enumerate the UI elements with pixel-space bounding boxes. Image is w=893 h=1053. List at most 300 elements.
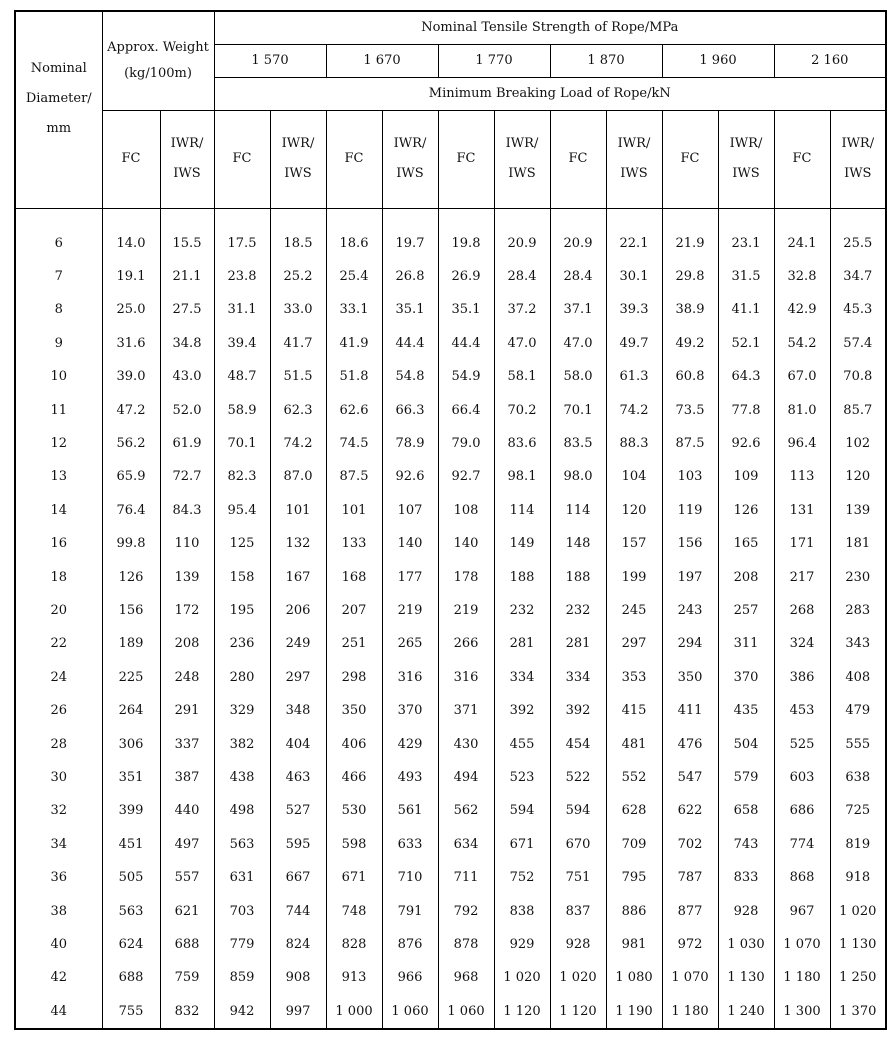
- iwr-iws-header: [494, 110, 550, 208]
- value-cell: 219: [382, 594, 438, 627]
- value-cell: 139: [830, 494, 886, 527]
- value-cell: 156: [102, 594, 160, 627]
- diameter-cell: 6: [15, 208, 102, 260]
- iwr-iws-header: [382, 110, 438, 208]
- iwr-label: IWR/: [841, 136, 875, 151]
- value-cell: 28.4: [494, 260, 550, 293]
- value-cell: 67.0: [774, 360, 830, 393]
- diameter-cell: 11: [15, 393, 102, 426]
- value-cell: 306: [102, 727, 160, 760]
- value-cell: 1 180: [662, 994, 718, 1028]
- value-cell: 774: [774, 828, 830, 861]
- value-cell: 281: [550, 627, 606, 660]
- value-cell: 877: [662, 894, 718, 927]
- iws-label: IWS: [173, 166, 201, 181]
- table-row: [15, 427, 886, 460]
- value-cell: 348: [270, 694, 326, 727]
- table-row: [15, 360, 886, 393]
- value-cell: 265: [382, 627, 438, 660]
- value-cell: 1 060: [438, 994, 494, 1028]
- iws-label: IWS: [620, 166, 648, 181]
- iws-label: IWS: [844, 166, 872, 181]
- value-cell: 1 130: [830, 928, 886, 961]
- value-cell: 77.8: [718, 393, 774, 426]
- value-cell: 547: [662, 761, 718, 794]
- nominal-diameter-header: [15, 11, 102, 208]
- value-cell: 316: [382, 661, 438, 694]
- value-cell: 455: [494, 727, 550, 760]
- value-cell: 329: [214, 694, 270, 727]
- value-cell: 453: [774, 694, 830, 727]
- iwr-iws-header: [606, 110, 662, 208]
- value-cell: 868: [774, 861, 830, 894]
- value-cell: 19.1: [102, 260, 160, 293]
- value-cell: 73.5: [662, 393, 718, 426]
- value-cell: 688: [160, 928, 214, 961]
- value-cell: 98.1: [494, 460, 550, 493]
- fc-header: FC: [214, 110, 270, 208]
- value-cell: 47.0: [550, 327, 606, 360]
- value-cell: 31.6: [102, 327, 160, 360]
- value-cell: 20.9: [494, 208, 550, 260]
- diameter-cell: 7: [15, 260, 102, 293]
- value-cell: 70.1: [214, 427, 270, 460]
- value-cell: 33.0: [270, 293, 326, 326]
- value-cell: 17.5: [214, 208, 270, 260]
- value-cell: 688: [102, 961, 160, 994]
- value-cell: 451: [102, 828, 160, 861]
- tensile-strength-header: Nominal Tensile Strength of Rope/MPa: [214, 11, 886, 44]
- value-cell: 37.2: [494, 293, 550, 326]
- value-cell: 525: [774, 727, 830, 760]
- value-cell: 878: [438, 928, 494, 961]
- value-cell: 113: [774, 460, 830, 493]
- table-row: [15, 861, 886, 894]
- value-cell: 83.5: [550, 427, 606, 460]
- strength-1870: 1 870: [550, 44, 662, 77]
- value-cell: 621: [160, 894, 214, 927]
- value-cell: 57.4: [830, 327, 886, 360]
- value-cell: 522: [550, 761, 606, 794]
- value-cell: 219: [438, 594, 494, 627]
- value-cell: 70.8: [830, 360, 886, 393]
- value-cell: 49.7: [606, 327, 662, 360]
- value-cell: 208: [160, 627, 214, 660]
- table-row: [15, 761, 886, 794]
- value-cell: 81.0: [774, 393, 830, 426]
- value-cell: 52.0: [160, 393, 214, 426]
- value-cell: 787: [662, 861, 718, 894]
- value-cell: 64.3: [718, 360, 774, 393]
- value-cell: 530: [326, 794, 382, 827]
- value-cell: 21.9: [662, 208, 718, 260]
- value-cell: 523: [494, 761, 550, 794]
- value-cell: 188: [494, 560, 550, 593]
- value-cell: 370: [382, 694, 438, 727]
- value-cell: 54.2: [774, 327, 830, 360]
- table-row: [15, 694, 886, 727]
- value-cell: 283: [830, 594, 886, 627]
- value-cell: 61.3: [606, 360, 662, 393]
- value-cell: 72.7: [160, 460, 214, 493]
- value-cell: 120: [830, 460, 886, 493]
- value-cell: 25.2: [270, 260, 326, 293]
- diameter-cell: 36: [15, 861, 102, 894]
- value-cell: 61.9: [160, 427, 214, 460]
- value-cell: 119: [662, 494, 718, 527]
- value-cell: 74.2: [270, 427, 326, 460]
- value-cell: 243: [662, 594, 718, 627]
- table-row: [15, 794, 886, 827]
- value-cell: 42.9: [774, 293, 830, 326]
- value-cell: 324: [774, 627, 830, 660]
- value-cell: 1 240: [718, 994, 774, 1028]
- value-cell: 382: [214, 727, 270, 760]
- value-cell: 594: [550, 794, 606, 827]
- value-cell: 1 370: [830, 994, 886, 1028]
- value-cell: 561: [382, 794, 438, 827]
- value-cell: 928: [550, 928, 606, 961]
- value-cell: 268: [774, 594, 830, 627]
- table-row: [15, 460, 886, 493]
- value-cell: 78.9: [382, 427, 438, 460]
- value-cell: 638: [830, 761, 886, 794]
- value-cell: 264: [102, 694, 160, 727]
- value-cell: 30.1: [606, 260, 662, 293]
- value-cell: 43.0: [160, 360, 214, 393]
- value-cell: 837: [550, 894, 606, 927]
- diameter-cell: 44: [15, 994, 102, 1028]
- value-cell: 297: [606, 627, 662, 660]
- value-cell: 157: [606, 527, 662, 560]
- value-cell: 557: [160, 861, 214, 894]
- value-cell: 481: [606, 727, 662, 760]
- value-cell: 552: [606, 761, 662, 794]
- value-cell: 744: [270, 894, 326, 927]
- value-cell: 928: [718, 894, 774, 927]
- value-cell: 628: [606, 794, 662, 827]
- value-cell: 197: [662, 560, 718, 593]
- iwr-iws-header: [270, 110, 326, 208]
- value-cell: 70.1: [550, 393, 606, 426]
- value-cell: 1 020: [494, 961, 550, 994]
- value-cell: 62.6: [326, 393, 382, 426]
- value-cell: 415: [606, 694, 662, 727]
- table-row: [15, 327, 886, 360]
- value-cell: 83.6: [494, 427, 550, 460]
- value-cell: 1 180: [774, 961, 830, 994]
- diameter-cell: 40: [15, 928, 102, 961]
- value-cell: 74.2: [606, 393, 662, 426]
- table-body: [15, 208, 886, 1029]
- value-cell: 33.1: [326, 293, 382, 326]
- value-cell: 466: [326, 761, 382, 794]
- table-header: [15, 11, 886, 208]
- value-cell: 658: [718, 794, 774, 827]
- value-cell: 598: [326, 828, 382, 861]
- value-cell: 702: [662, 828, 718, 861]
- iwr-label: IWR/: [170, 136, 204, 151]
- value-cell: 41.1: [718, 293, 774, 326]
- fc-header: FC: [326, 110, 382, 208]
- value-cell: 62.3: [270, 393, 326, 426]
- value-cell: 18.5: [270, 208, 326, 260]
- value-cell: 972: [662, 928, 718, 961]
- value-cell: 399: [102, 794, 160, 827]
- value-cell: 671: [494, 828, 550, 861]
- value-cell: 297: [270, 661, 326, 694]
- table-row: [15, 293, 886, 326]
- value-cell: 350: [662, 661, 718, 694]
- diameter-cell: 30: [15, 761, 102, 794]
- value-cell: 158: [214, 560, 270, 593]
- diameter-cell: 38: [15, 894, 102, 927]
- value-cell: 22.1: [606, 208, 662, 260]
- table-row: [15, 727, 886, 760]
- value-cell: 779: [214, 928, 270, 961]
- value-cell: 751: [550, 861, 606, 894]
- value-cell: 195: [214, 594, 270, 627]
- value-cell: 48.7: [214, 360, 270, 393]
- value-cell: 65.9: [102, 460, 160, 493]
- value-cell: 199: [606, 560, 662, 593]
- value-cell: 171: [774, 527, 830, 560]
- value-cell: 51.5: [270, 360, 326, 393]
- value-cell: 23.8: [214, 260, 270, 293]
- diameter-cell: 8: [15, 293, 102, 326]
- value-cell: 334: [550, 661, 606, 694]
- value-cell: 25.5: [830, 208, 886, 260]
- value-cell: 918: [830, 861, 886, 894]
- iws-label: IWS: [396, 166, 424, 181]
- table-row: [15, 594, 886, 627]
- value-cell: 997: [270, 994, 326, 1028]
- value-cell: 929: [494, 928, 550, 961]
- value-cell: 225: [102, 661, 160, 694]
- table-row: [15, 661, 886, 694]
- diameter-cell: 12: [15, 427, 102, 460]
- value-cell: 35.1: [382, 293, 438, 326]
- value-cell: 60.8: [662, 360, 718, 393]
- value-cell: 92.6: [718, 427, 774, 460]
- value-cell: 107: [382, 494, 438, 527]
- value-cell: 58.9: [214, 393, 270, 426]
- rope-table-wrapper: [14, 10, 887, 1030]
- nominal-diameter-line2: Diameter/: [25, 91, 92, 106]
- value-cell: 981: [606, 928, 662, 961]
- value-cell: 44.4: [438, 327, 494, 360]
- value-cell: 14.0: [102, 208, 160, 260]
- value-cell: 334: [494, 661, 550, 694]
- table-row: [15, 961, 886, 994]
- value-cell: 493: [382, 761, 438, 794]
- value-cell: 76.4: [102, 494, 160, 527]
- value-cell: 703: [214, 894, 270, 927]
- value-cell: 139: [160, 560, 214, 593]
- value-cell: 168: [326, 560, 382, 593]
- value-cell: 908: [270, 961, 326, 994]
- value-cell: 245: [606, 594, 662, 627]
- value-cell: 208: [718, 560, 774, 593]
- table-row: [15, 260, 886, 293]
- value-cell: 99.8: [102, 527, 160, 560]
- value-cell: 54.9: [438, 360, 494, 393]
- diameter-cell: 20: [15, 594, 102, 627]
- value-cell: 710: [382, 861, 438, 894]
- iwr-label: IWR/: [393, 136, 427, 151]
- value-cell: 101: [326, 494, 382, 527]
- value-cell: 66.4: [438, 393, 494, 426]
- value-cell: 23.1: [718, 208, 774, 260]
- value-cell: 748: [326, 894, 382, 927]
- strength-1770: 1 770: [438, 44, 550, 77]
- fc-header: FC: [774, 110, 830, 208]
- iws-label: IWS: [284, 166, 312, 181]
- value-cell: 594: [494, 794, 550, 827]
- value-cell: 819: [830, 828, 886, 861]
- value-cell: 579: [718, 761, 774, 794]
- value-cell: 281: [494, 627, 550, 660]
- iwr-label: IWR/: [617, 136, 651, 151]
- value-cell: 207: [326, 594, 382, 627]
- value-cell: 294: [662, 627, 718, 660]
- value-cell: 19.7: [382, 208, 438, 260]
- value-cell: 56.2: [102, 427, 160, 460]
- rope-breaking-load-table: [14, 10, 887, 1030]
- iwr-iws-header: [830, 110, 886, 208]
- value-cell: 27.5: [160, 293, 214, 326]
- value-cell: 120: [606, 494, 662, 527]
- value-cell: 350: [326, 694, 382, 727]
- table-row: [15, 627, 886, 660]
- value-cell: 257: [718, 594, 774, 627]
- approx-weight-line1: Approx. Weight: [107, 39, 209, 55]
- value-cell: 236: [214, 627, 270, 660]
- value-cell: 832: [160, 994, 214, 1028]
- value-cell: 759: [160, 961, 214, 994]
- value-cell: 87.5: [326, 460, 382, 493]
- iws-label: IWS: [508, 166, 536, 181]
- value-cell: 337: [160, 727, 214, 760]
- value-cell: 148: [550, 527, 606, 560]
- value-cell: 25.4: [326, 260, 382, 293]
- value-cell: 251: [326, 627, 382, 660]
- value-cell: 172: [160, 594, 214, 627]
- value-cell: 167: [270, 560, 326, 593]
- value-cell: 232: [550, 594, 606, 627]
- value-cell: 230: [830, 560, 886, 593]
- diameter-cell: 9: [15, 327, 102, 360]
- value-cell: 66.3: [382, 393, 438, 426]
- value-cell: 876: [382, 928, 438, 961]
- value-cell: 913: [326, 961, 382, 994]
- value-cell: 52.1: [718, 327, 774, 360]
- fc-header: FC: [550, 110, 606, 208]
- iwr-label: IWR/: [729, 136, 763, 151]
- value-cell: 505: [102, 861, 160, 894]
- value-cell: 497: [160, 828, 214, 861]
- value-cell: 102: [830, 427, 886, 460]
- value-cell: 217: [774, 560, 830, 593]
- value-cell: 133: [326, 527, 382, 560]
- value-cell: 755: [102, 994, 160, 1028]
- value-cell: 58.1: [494, 360, 550, 393]
- value-cell: 859: [214, 961, 270, 994]
- value-cell: 454: [550, 727, 606, 760]
- value-cell: 34.7: [830, 260, 886, 293]
- value-cell: 20.9: [550, 208, 606, 260]
- value-cell: 555: [830, 727, 886, 760]
- value-cell: 88.3: [606, 427, 662, 460]
- value-cell: 39.0: [102, 360, 160, 393]
- value-cell: 54.8: [382, 360, 438, 393]
- value-cell: 131: [774, 494, 830, 527]
- value-cell: 44.4: [382, 327, 438, 360]
- diameter-cell: 10: [15, 360, 102, 393]
- value-cell: 104: [606, 460, 662, 493]
- value-cell: 670: [550, 828, 606, 861]
- diameter-cell: 22: [15, 627, 102, 660]
- value-cell: 109: [718, 460, 774, 493]
- value-cell: 435: [718, 694, 774, 727]
- value-cell: 633: [382, 828, 438, 861]
- value-cell: 498: [214, 794, 270, 827]
- value-cell: 667: [270, 861, 326, 894]
- value-cell: 92.6: [382, 460, 438, 493]
- diameter-cell: 34: [15, 828, 102, 861]
- value-cell: 1 060: [382, 994, 438, 1028]
- strength-1570: 1 570: [214, 44, 326, 77]
- value-cell: 527: [270, 794, 326, 827]
- value-cell: 429: [382, 727, 438, 760]
- value-cell: 41.7: [270, 327, 326, 360]
- value-cell: 156: [662, 527, 718, 560]
- value-cell: 32.8: [774, 260, 830, 293]
- value-cell: 791: [382, 894, 438, 927]
- value-cell: 404: [270, 727, 326, 760]
- value-cell: 406: [326, 727, 382, 760]
- value-cell: 232: [494, 594, 550, 627]
- value-cell: 177: [382, 560, 438, 593]
- nominal-diameter-line3: mm: [46, 121, 72, 136]
- value-cell: 47.0: [494, 327, 550, 360]
- diameter-cell: 13: [15, 460, 102, 493]
- table-row: [15, 828, 886, 861]
- table-row: [15, 928, 886, 961]
- diameter-cell: 24: [15, 661, 102, 694]
- value-cell: 387: [160, 761, 214, 794]
- core-type-row: [15, 110, 886, 208]
- value-cell: 1 070: [662, 961, 718, 994]
- value-cell: 165: [718, 527, 774, 560]
- value-cell: 1 080: [606, 961, 662, 994]
- fc-header: FC: [438, 110, 494, 208]
- value-cell: 39.3: [606, 293, 662, 326]
- value-cell: 1 130: [718, 961, 774, 994]
- table-row: [15, 208, 886, 260]
- iwr-iws-header: [160, 110, 214, 208]
- value-cell: 87.5: [662, 427, 718, 460]
- value-cell: 725: [830, 794, 886, 827]
- value-cell: 430: [438, 727, 494, 760]
- value-cell: 942: [214, 994, 270, 1028]
- fc-header: FC: [662, 110, 718, 208]
- strength-1960: 1 960: [662, 44, 774, 77]
- diameter-cell: 26: [15, 694, 102, 727]
- value-cell: 743: [718, 828, 774, 861]
- value-cell: 41.9: [326, 327, 382, 360]
- value-cell: 1 250: [830, 961, 886, 994]
